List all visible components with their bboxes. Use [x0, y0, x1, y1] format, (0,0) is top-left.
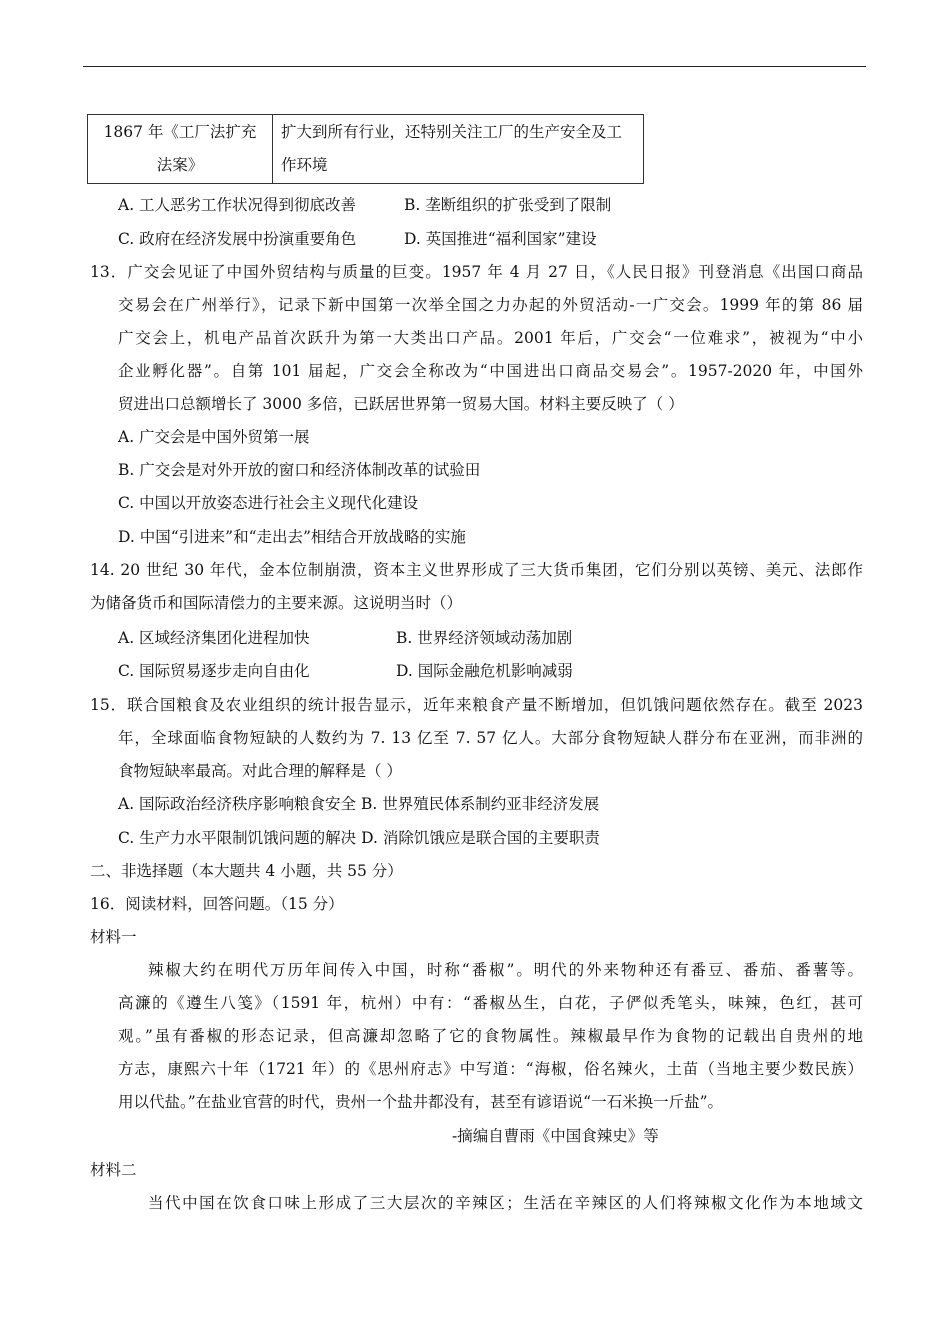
table-cell-law: 1867 年《工厂法扩充法案》 — [88, 115, 273, 184]
q15-stem-line: 年，全球面临食物短缺的人数约为 7. 13 亿至 7. 57 亿人。大部分食物短缺人群分布在亚洲，而非洲的 — [118, 729, 863, 747]
q14-stem-line: 为储备货币和国际清偿力的主要来源。这说明当时（） — [90, 594, 463, 612]
material-line: 当代中国在饮食口味上形成了三大层次的辛辣区；生活在辛辣区的人们将辣椒文化作为本地域文 — [148, 1194, 863, 1212]
q13-option-b: B. 广交会是对外开放的窗口和经济体制改革的试验田 — [118, 461, 481, 479]
q14-option-c: C. 国际贸易逐步走向自由化 — [118, 662, 310, 680]
law-table — [87, 114, 644, 184]
q13-stem-line: 交易会在广州举行》，记录下新中国第一次举全国之力办起的外贸活动-一广交会。1999 年的第 86 届 — [118, 296, 863, 314]
q14-stem-line: 14. 20 世纪 30 年代，金本位制崩溃，资本主义世界形成了三大货币集团，它们分别以英镑、美元、法郎作 — [90, 561, 863, 579]
q14-option-b: B. 世界经济领域动荡加剧 — [396, 629, 573, 647]
table-row — [88, 115, 644, 184]
q12-option-d: D. 英国推进“福利国家”建设 — [404, 230, 597, 248]
q13-option-d: D. 中国“引进来”和“走出去”相结合开放战略的实施 — [118, 528, 466, 546]
material-label: 材料二 — [90, 1161, 137, 1179]
material-source: -摘编自曹雨《中国食辣史》等 — [452, 1127, 659, 1145]
q12-option-a: A. 工人恶劣工作状况得到彻底改善 — [118, 196, 357, 214]
q13-stem-line: 贸进出口总额增长了 3000 多倍，已跃居世界第一贸易大国。材料主要反映了（ ） — [118, 395, 684, 413]
q14-option-a: A. 区域经济集团化进程加快 — [118, 629, 310, 647]
q15-stem-line: 食物短缺率最高。对此合理的解释是（ ） — [118, 762, 402, 780]
q15-option-ab: A. 国际政治经济秩序影响粮食安全 B. 世界殖民体系制约亚非经济发展 — [118, 795, 600, 813]
q12-option-b: B. 垄断组织的扩张受到了限制 — [404, 196, 612, 214]
q12-option-c: C. 政府在经济发展中扮演重要角色 — [118, 230, 357, 248]
q13-stem-line: 广交会上，机电产品首次跃升为第一大类出口产品。2001 年后，广交会“一位难求”，被视为“中小 — [118, 329, 863, 347]
table-cell-content: 扩大到所有行业，还特别关注工厂的生产安全及工作环境 — [273, 115, 644, 184]
q15-stem-line: 15．联合国粮食及农业组织的统计报告显示，近年来粮食产量不断增加，但饥饿问题依然存在。截至 2023 — [90, 696, 863, 714]
header-rule — [83, 66, 866, 67]
material-line: 观。”虽有番椒的形态记录，但高濂却忽略了它的食物属性。辣椒最早作为食物的记载出自贵州的地 — [118, 1027, 863, 1045]
q15-option-cd: C. 生产力水平限制饥饿问题的解决 D. 消除饥饿应是联合国的主要职责 — [118, 829, 600, 847]
material-line: 用以代盐。”在盐业官营的时代，贵州一个盐井都没有，甚至有谚语说“一石米换一斤盐”。 — [118, 1093, 724, 1111]
q14-option-d: D. 国际金融危机影响减弱 — [396, 662, 573, 680]
material-line: 辣椒大约在明代万历年间传入中国，时称“番椒”。明代的外来物种还有番豆、番茄、番薯等。 — [148, 961, 863, 979]
q13-option-c: C. 中国以开放姿态进行社会主义现代化建设 — [118, 494, 419, 512]
material-line: 高濂的《遵生八笺》（1591 年，杭州）中有：“番椒丛生，白花，子俨似秃笔头，味辣，色红，甚可 — [118, 994, 863, 1012]
q16-title: 16．阅读材料，回答问题。（15 分） — [90, 895, 344, 913]
material-line: 方志，康熙六十年（1721 年）的《思州府志》中写道：“海椒，俗名辣火，土苗（当地主要少数民族） — [118, 1060, 863, 1078]
q13-stem-line: 企业孵化器”。自第 101 届起，广交会全称改为“中国进出口商品交易会”。1957-2020 年，中国外 — [118, 362, 863, 380]
section-heading: 二、非选择题（本大题共 4 小题，共 55 分） — [90, 862, 403, 880]
q13-stem-line: 13．广交会见证了中国外贸结构与质量的巨变。1957 年 4 月 27 日，《人民日报》刊登消息《出国口商品 — [90, 263, 863, 281]
material-label: 材料一 — [90, 928, 137, 946]
q13-option-a: A. 广交会是中国外贸第一展 — [118, 428, 310, 446]
